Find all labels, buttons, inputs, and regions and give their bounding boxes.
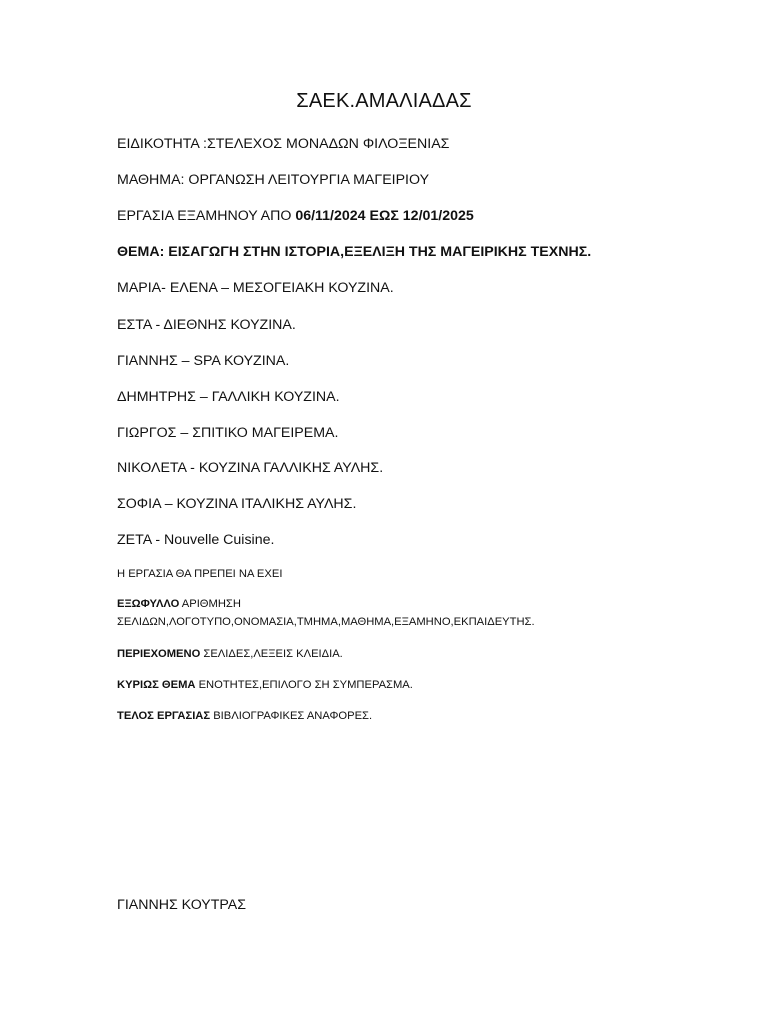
assignment-line: ΣΟΦΙΑ – ΚΟΥΖΙΝΑ ΙΤΑΛΙΚΗΣ ΑΥΛΗΣ. (117, 496, 357, 512)
main-topic-text: ΕΝΟΤΗΤΕΣ,ΕΠΙΛΟΓΟ ΣΗ ΣΥΜΠΕΡΑΣΜΑ. (195, 679, 413, 691)
assignment-line: ΖΕΤΑ - Nouvelle Cuisine. (117, 532, 275, 548)
assignment-line: ΜΑΡΙΑ- ΕΛΕΝΑ – ΜΕΣΟΓΕΙΑΚΗ ΚΟΥΖΙΝΑ. (117, 280, 394, 296)
main-topic-requirement (117, 679, 413, 691)
contents-label: ΠΕΡΙΕΧΟΜΕΝΟ (117, 648, 201, 660)
end-of-work-label: ΤΕΛΟΣ ΕΡΓΑΣΙΑΣ (117, 710, 211, 722)
semester-work-line (117, 208, 474, 224)
assignment-line: ΝΙΚΟΛΕΤΑ - ΚΟΥΖΙΝΑ ΓΑΛΛΙΚΗΣ ΑΥΛΗΣ. (117, 460, 384, 476)
semester-work-dates: 06/11/2024 ΕΩΣ 12/01/2025 (295, 208, 474, 224)
assignment-line: ΓΙΑΝΝΗΣ – SPA ΚΟΥΖΙΝΑ. (117, 353, 290, 369)
cover-label: ΕΞΩΦΥΛΛΟ (117, 598, 180, 610)
cover-text: ΑΡΙΘΜΗΣΗ (179, 598, 241, 610)
author-name: ΓΙΑΝΝΗΣ ΚΟΥΤΡΑΣ (117, 897, 247, 913)
cover-requirement (117, 598, 241, 610)
assignment-line: ΓΙΩΡΓΟΣ – ΣΠΙΤΙΚΟ ΜΑΓΕΙΡΕΜΑ. (117, 425, 339, 441)
assignment-line: ΕΣΤΑ - ΔΙΕΘΝΗΣ ΚΟΥΖΙΝΑ. (117, 317, 296, 333)
end-of-work-requirement (117, 710, 372, 722)
end-of-work-text: ΒΙΒΛΙΟΓΡΑΦΙΚΕΣ ΑΝΑΦΟΡΕΣ. (210, 710, 373, 722)
semester-work-prefix: ΕΡΓΑΣΙΑ ΕΞΑΜΗΝΟΥ ΑΠΟ (117, 208, 296, 224)
page-title: ΣΑΕΚ.ΑΜΑΛΙΑΔΑΣ (296, 90, 472, 112)
specialty-line: ΕΙΔΙΚΟΤΗΤΑ :ΣΤΕΛΕΧΟΣ ΜΟΝΑΔΩΝ ΦΙΛΟΞΕΝΙΑΣ (117, 136, 450, 152)
assignment-line: ΔΗΜΗΤΡΗΣ – ΓΑΛΛΙΚΗ ΚΟΥΖΙΝΑ. (117, 389, 340, 405)
topic-line: ΘΕΜΑ: ΕΙΣΑΓΩΓΗ ΣΤΗΝ ΙΣΤΟΡΙΑ,ΕΞΕΛΙΞΗ ΤΗΣ ΜΑΓΕΙΡΙΚΗΣ ΤΕΧΝΗΣ. (117, 244, 592, 260)
contents-requirement (117, 648, 343, 660)
cover-requirement-continued: ΣΕΛΙΔΩΝ,ΛΟΓΟΤΥΠΟ,ΟΝΟΜΑΣΙΑ,ΤΜΗΜΑ,ΜΑΘΗΜΑ,ΕΞΑΜΗΝΟ,ΕΚΠΑΙΔΕΥΤΗΣ. (117, 616, 535, 628)
course-line: ΜΑΘΗΜΑ: ΟΡΓΑΝΩΣΗ ΛΕΙΤΟΥΡΓΙΑ ΜΑΓΕΙΡΙΟΥ (117, 172, 430, 188)
requirements-intro: Η ΕΡΓΑΣΙΑ ΘΑ ΠΡΕΠΕΙ ΝΑ ΕΧΕΙ (117, 568, 283, 580)
main-topic-label: ΚΥΡΙΩΣ ΘΕΜΑ (117, 679, 196, 691)
contents-text: ΣΕΛΙΔΕΣ,ΛΕΞΕΙΣ ΚΛΕΙΔΙΑ. (200, 648, 343, 660)
